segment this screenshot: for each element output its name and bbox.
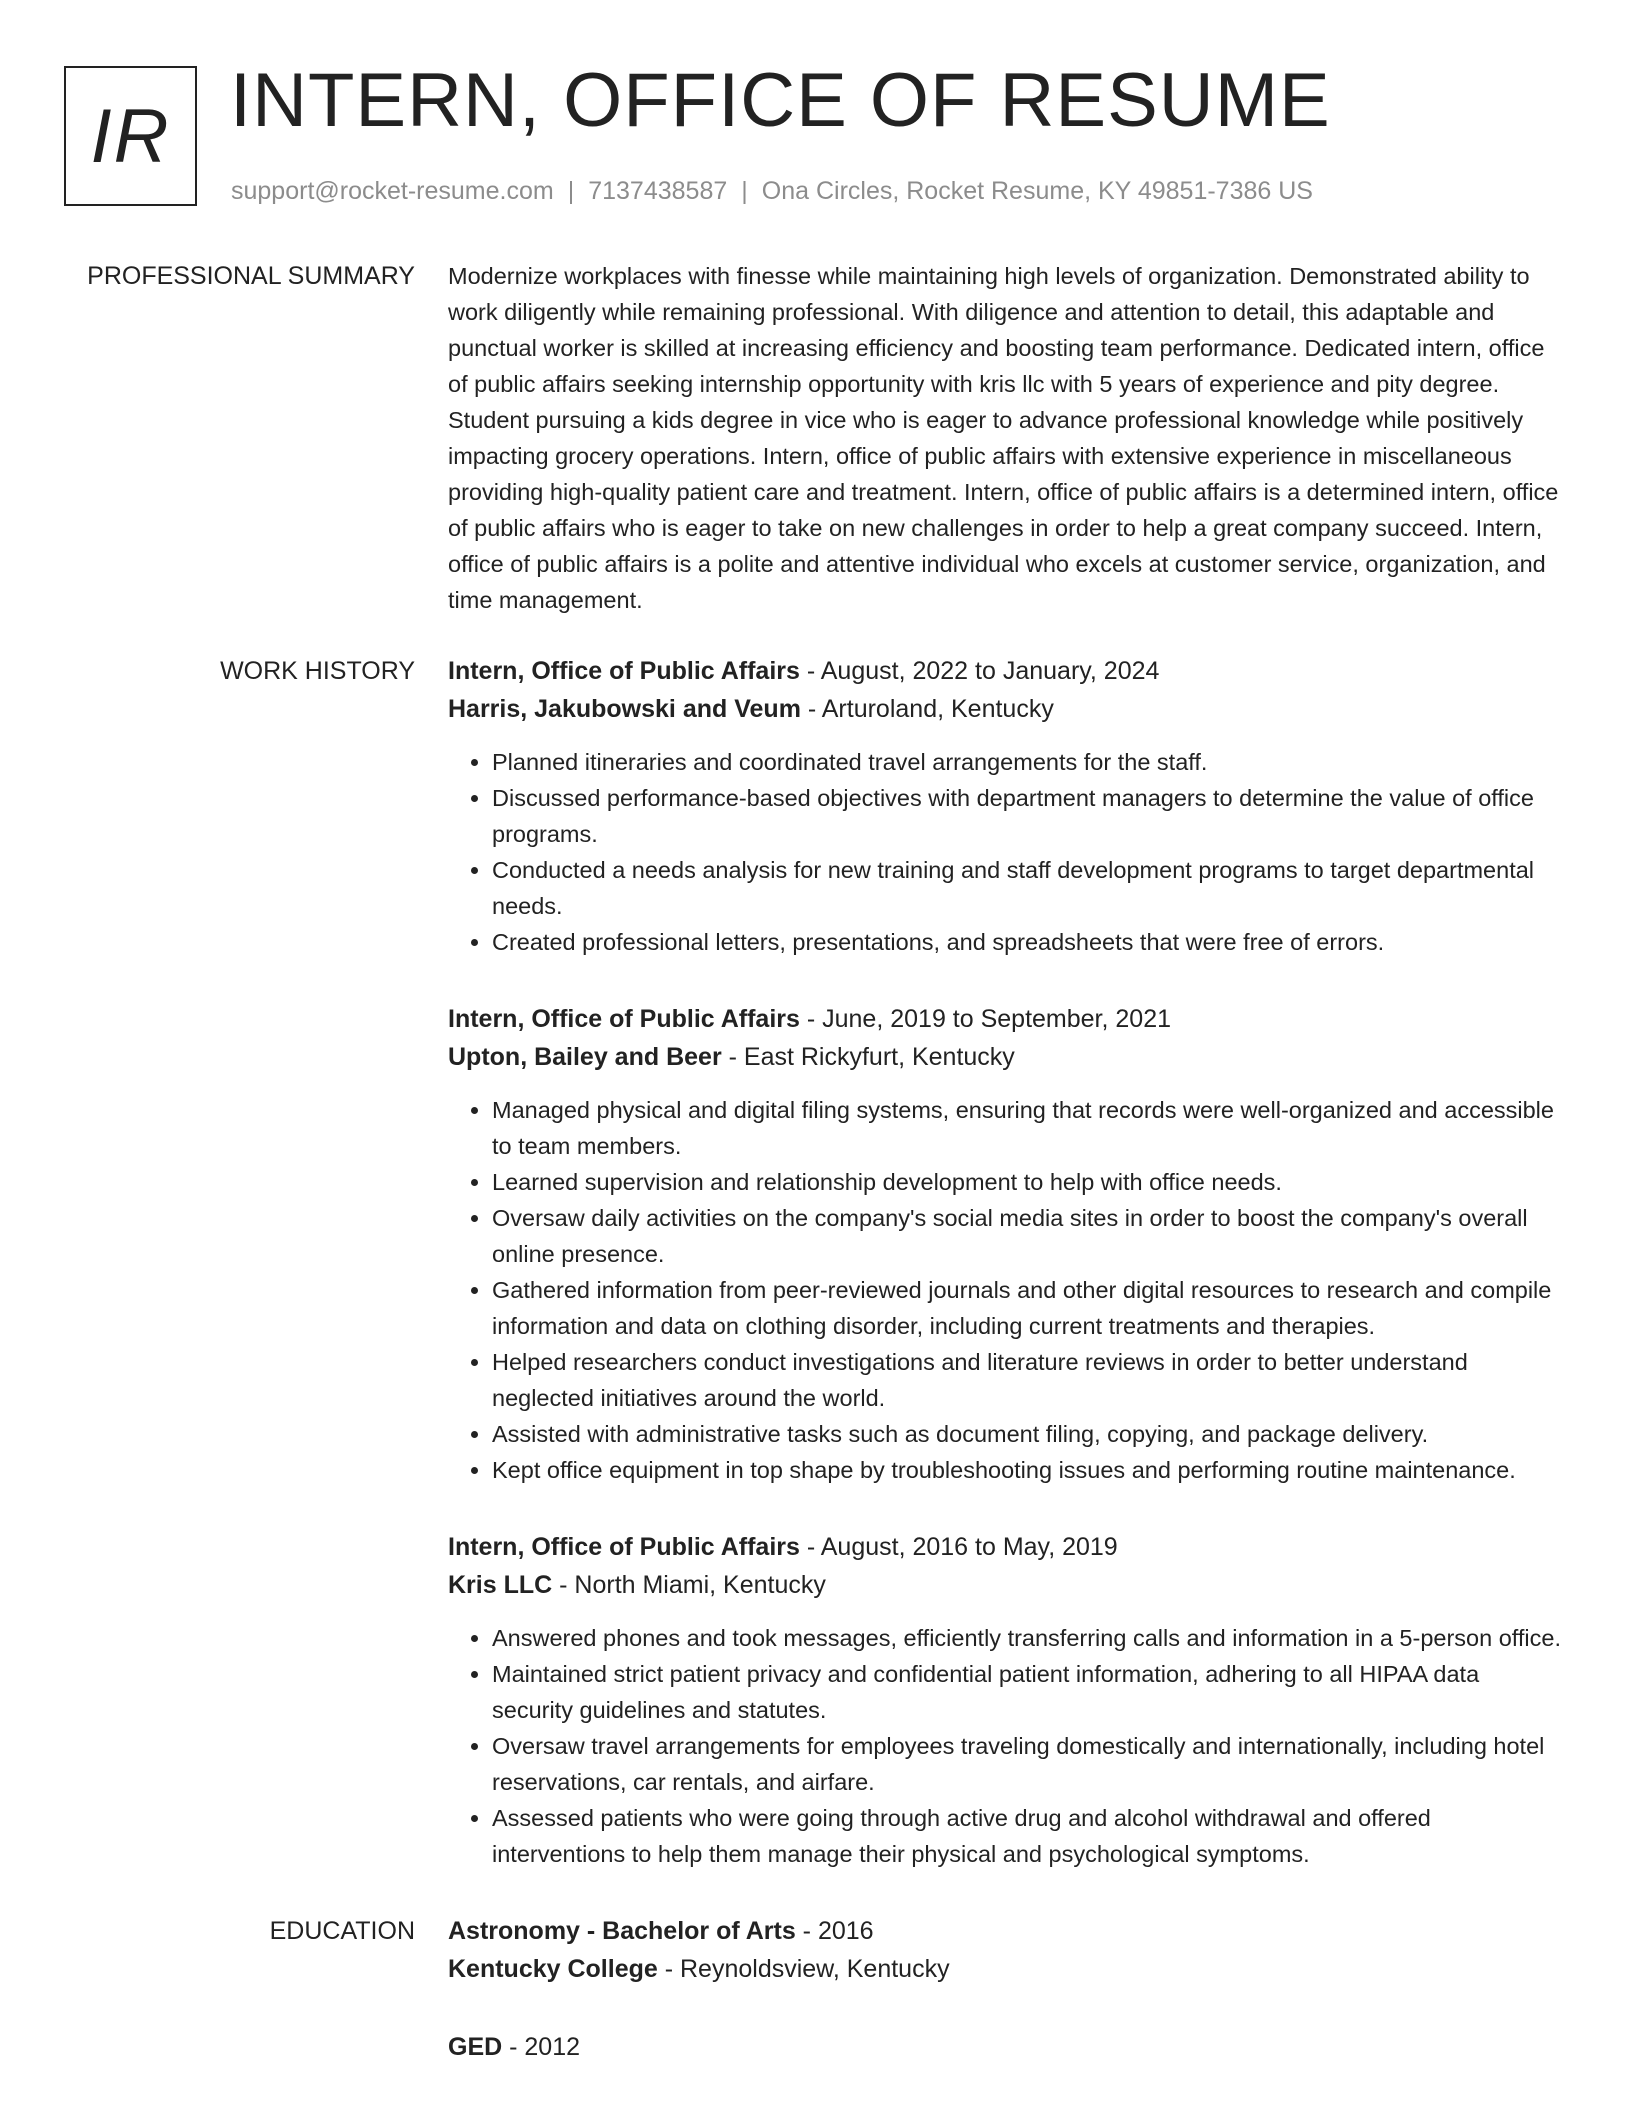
education-section — [0, 1912, 1632, 2066]
education-degree-line — [448, 2028, 1566, 2066]
education-entry — [448, 1912, 1566, 1988]
contact-phone[interactable]: 7137438587 — [588, 177, 728, 205]
education-degree: GED — [448, 2033, 503, 2061]
summary-heading: PROFESSIONAL SUMMARY — [87, 262, 415, 290]
job-entry — [448, 1000, 1566, 1488]
contact-separator: | — [741, 177, 748, 205]
resume-content — [0, 258, 1632, 2106]
monogram-logo: IR — [64, 66, 197, 206]
work-history-body — [448, 652, 1566, 1872]
job-company-line — [448, 1038, 1566, 1076]
job-company-line — [448, 690, 1566, 728]
job-company: Harris, Jakubowski and Veum — [448, 695, 801, 723]
job-company-line — [448, 1566, 1566, 1604]
contact-address: Ona Circles, Rocket Resume, KY 49851-7386 US — [761, 177, 1313, 205]
job-bullet: • Helped researchers conduct investigations and literature reviews in order to better understand neglected initiatives around the world. — [492, 1344, 1566, 1416]
resume-name: INTERN, OFFICE OF RESUME — [230, 58, 1331, 143]
job-bullet: • Gathered information from peer-reviewed journals and other digital resources to research and compile information and data on clothing disorder, including current treatments and therapies. — [492, 1272, 1566, 1344]
job-company: Kris LLC — [448, 1571, 553, 1599]
work-history-heading: WORK HISTORY — [220, 657, 415, 685]
education-year: - 2012 — [502, 2033, 581, 2061]
job-bullets — [448, 1620, 1566, 1872]
job-location: - East Rickyfurt, Kentucky — [721, 1043, 1015, 1071]
contact-separator: | — [567, 177, 575, 205]
job-location: - North Miami, Kentucky — [552, 1571, 826, 1599]
job-bullet: • Managed physical and digital filing systems, ensuring that records were well-organized and accessible to team members. — [492, 1092, 1566, 1164]
job-dates: - August, 2022 to January, 2024 — [799, 657, 1160, 685]
job-bullet: • Oversaw daily activities on the company's social media sites in order to boost the company's overall online presence. — [492, 1200, 1566, 1272]
summary-section — [0, 258, 1632, 618]
job-bullet: • Maintained strict patient privacy and confidential patient information, adhering to all HIPAA data security guidelines and statutes. — [492, 1656, 1566, 1728]
job-bullet: • Kept office equipment in top shape by troubleshooting issues and performing routine maintenance. — [492, 1452, 1566, 1488]
education-location: - Reynoldsview, Kentucky — [657, 1955, 950, 1983]
job-location: - Arturoland, Kentucky — [800, 695, 1054, 723]
job-bullet: • Planned itineraries and coordinated travel arrangements for the staff. — [492, 744, 1566, 780]
job-bullet: • Answered phones and took messages, efficiently transferring calls and information in a 5-person office. — [492, 1620, 1566, 1656]
job-bullet: • Created professional letters, presentations, and spreadsheets that were free of errors. — [492, 924, 1566, 960]
education-year: - 2016 — [795, 1917, 874, 1945]
job-entry — [448, 652, 1566, 960]
education-body — [448, 1912, 1566, 2066]
job-bullets — [448, 744, 1566, 960]
job-bullet: • Conducted a needs analysis for new training and staff development programs to target departmental needs. — [492, 852, 1566, 924]
job-title-line — [448, 1528, 1566, 1566]
job-dates: - August, 2016 to May, 2019 — [799, 1533, 1118, 1561]
job-bullet: • Oversaw travel arrangements for employees traveling domestically and internationally, including hotel reservations, car rentals, and airfare. — [492, 1728, 1566, 1800]
job-bullets — [448, 1092, 1566, 1488]
contact-line — [231, 174, 1313, 208]
education-degree-line — [448, 1912, 1566, 1950]
education-school-line — [448, 1950, 1566, 1988]
job-role: Intern, Office of Public Affairs — [448, 1005, 800, 1033]
job-bullet: • Assessed patients who were going through active drug and alcohol withdrawal and offered interventions to help them manage their physical and psychological symptoms. — [492, 1800, 1566, 1872]
education-school: Kentucky College — [448, 1955, 658, 1983]
summary-text: Modernize workplaces with finesse while maintaining high levels of organization. Demonstrated ability to work diligently while remaining professional. With diligence and attention to detail, this adaptable and punctual worker is skilled at increasing efficiency and boosting team performance. Dedicated intern, office of public affairs seeking internship opportunity with kris llc with 5 years of experience and pity degree. Student pursuing a kids degree in vice who is eager to advance professional knowledge while positively impacting grocery operations. Intern, office of public affairs with extensive experience in miscellaneous providing high-quality patient care and treatment. Intern, office of public affairs is a determined intern, office of public affairs who is eager to take on new challenges in order to help a great company succeed. Intern, office of public affairs is a polite and attentive individual who excels at customer service, organization, and time management. — [448, 263, 1559, 613]
job-role: Intern, Office of Public Affairs — [448, 657, 800, 685]
contact-email[interactable]: support@rocket-resume.com — [231, 177, 554, 205]
education-entry — [448, 2028, 1566, 2066]
job-entry — [448, 1528, 1566, 1872]
job-bullet: • Learned supervision and relationship development to help with office needs. — [492, 1164, 1566, 1200]
job-title-line — [448, 1000, 1566, 1038]
job-dates: - June, 2019 to September, 2021 — [799, 1005, 1171, 1033]
job-bullet: • Discussed performance-based objectives with department managers to determine the value of office programs. — [492, 780, 1566, 852]
job-company: Upton, Bailey and Beer — [448, 1043, 722, 1071]
job-bullet: • Assisted with administrative tasks such as document filing, copying, and package delivery. — [492, 1416, 1566, 1452]
education-heading: EDUCATION — [269, 1917, 415, 1945]
work-history-section — [0, 652, 1632, 1872]
education-degree: Astronomy - Bachelor of Arts — [448, 1917, 796, 1945]
job-title-line — [448, 652, 1566, 690]
job-role: Intern, Office of Public Affairs — [448, 1533, 800, 1561]
